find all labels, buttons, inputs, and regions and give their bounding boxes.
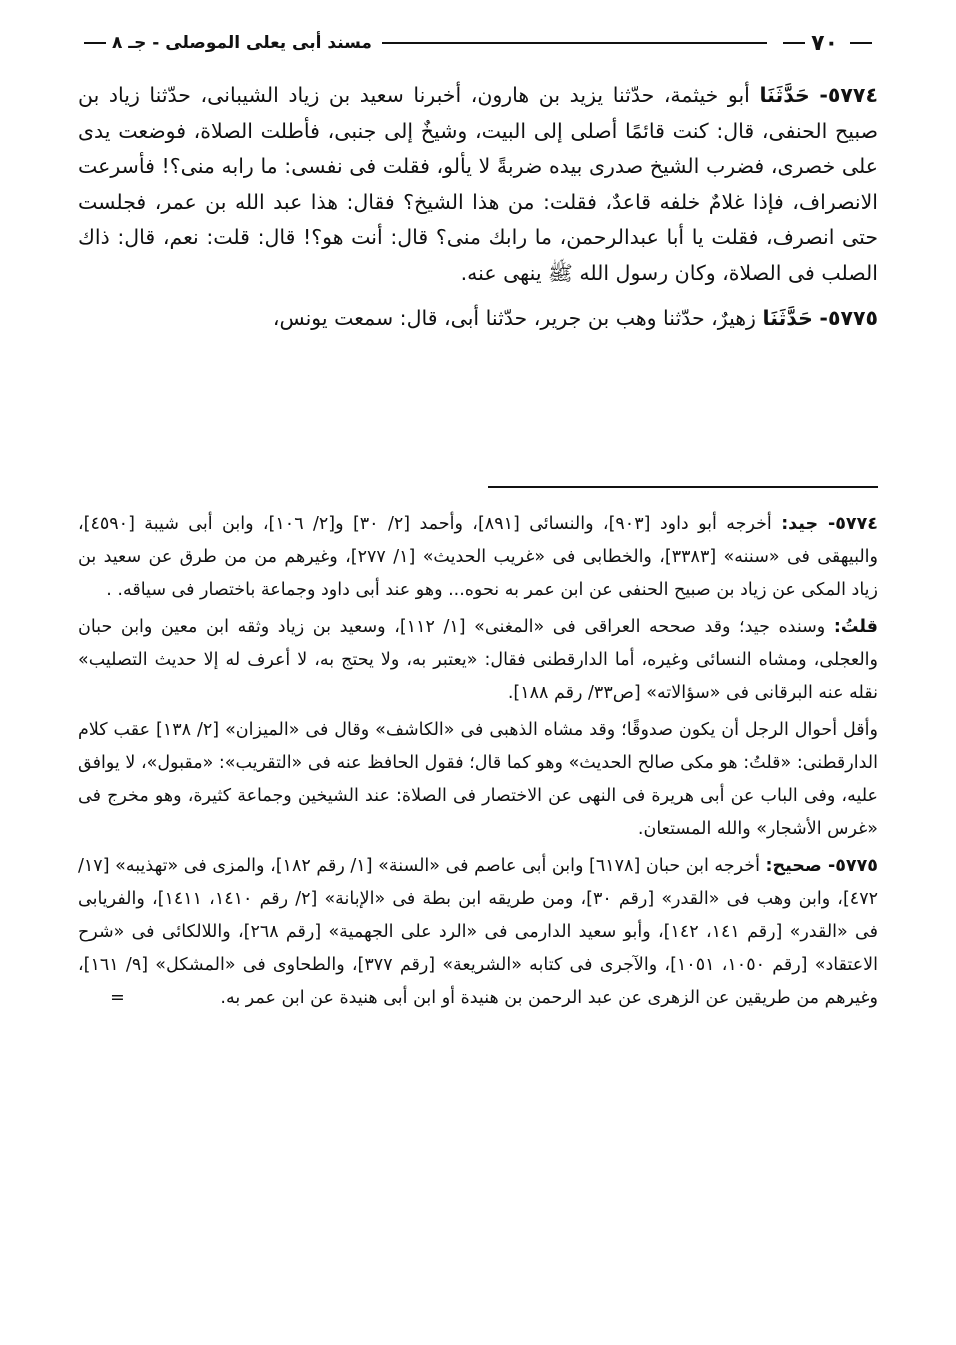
- note-line: «الرد على الجهمية» [رقم ٢٦٨]، واللالكائى فى «شرح الاعتقاد» [رقم ١٠٥٠، ١٠٥١]،: [78, 922, 878, 975]
- note-line: أخرجه أبو داود [٩٠٣]، والنسائى [٨٩١]، وأحمد [٢/ ٣٠] و[٢/ ١٠٦]، وابن: [222, 514, 772, 534]
- note-qult: [78, 611, 878, 710]
- note-line: معين وابن حبان والعجلى، ومشاه النسائى وغيره، أما الدارقطنى فقال: «يعتبر به، ولا يحتج: [78, 617, 878, 670]
- text-line: فأطلت الصلاة، فوضعت يدى على خصرى، فضرب الشيخ صدرى بيده ضربةً لا يألو،: [78, 118, 878, 178]
- hadith-opener: حَدَّثَنَا: [759, 83, 810, 107]
- note-line: نحوه... وهو عند أبى داود وجماعة باختصار فى سياقه. .: [106, 580, 500, 600]
- note-paragraph: [78, 714, 878, 846]
- text-line: حدّثنا زياد بن صبيح الحنفى، قال: كنت قائمًا أصلى إلى البيت، وشيخٌ إلى جنبى،: [78, 83, 878, 143]
- hadith-5775: [78, 301, 878, 337]
- note-5775: [78, 850, 878, 1015]
- note-line: عنه فى «التقريب»: «مقبول»، لا يوافق عليه، وفى الباب عن أبى هريرة فى النهى عن الاختصار: [78, 753, 878, 806]
- note-label: ٥٧٧٤- جيد:: [781, 514, 878, 534]
- main-text: [78, 78, 878, 337]
- page-number: ٧٠: [811, 30, 838, 56]
- text-line: ما رابك منى؟ قال: أنت هو؟! قال: قلت: نعم، قال: ذاك الصلب فى الصلاة، وكان: [78, 225, 878, 285]
- header-rule: [382, 42, 767, 44]
- note-line: فى الصلاة: عند الشيخين وجماعة كثيرة، وهو مخرج فى «غرس الأشجار» والله المستعان.: [78, 786, 878, 839]
- note-line: وسنده جيد؛ وقد صححه العراقى فى «المغنى» [١/ ١١٢]، وسعيد بن زياد وثقه ابن: [205, 617, 826, 637]
- running-header: [78, 28, 878, 58]
- header-rule-left: [84, 42, 106, 44]
- note-5774: [78, 508, 878, 607]
- note-line: أخرجه ابن حبان [٦١٧٨] وابن أبى عاصم فى «السنة» [١/ رقم ١٨٢]، والمزى: [212, 856, 760, 876]
- text-line: فقلت فى نفسى: ما رابه منى؟! فأسرعت الانصراف، فإذا غلامٌ خلفه قاعدٌ، فقلت: من: [78, 154, 878, 214]
- note-line: [٢/ ١٣٨] عقب كلام الدارقطنى: «قلتُ: هو مكى صالح الحديث» وهو كما قال؛ فقول الحافظ: [78, 720, 878, 773]
- note-line: أبى شيبة [٤٥٩٠]، والبيهقى فى «سننه» [٣٣٨٣]، والخطابى فى «غريب الحديث» [١/ ٢٧٧]،: [78, 514, 878, 567]
- note-line: به، لا أعرف له إلا حديث التصليب» نقله عنه البرقانى فى «سؤالاته» [ص٣٣/ رقم ١٨٨].: [78, 650, 878, 703]
- footnote-divider: [488, 486, 878, 488]
- header-dash: [783, 42, 805, 44]
- text-line: زهيرٌ، حدّثنا وهب بن جرير، حدّثنا أبى، قال: سمعت يونس،: [272, 306, 756, 330]
- hadith-5774: [78, 78, 878, 291]
- note-line: [٢/ رقم ١٤١٠، ١٤١١]، والفريابى فى «القدر» [رقم ١٤١، ١٤٢]، وأبو سعيد الدارمى فى: [78, 889, 878, 942]
- note-line: فى «تهذيبه» [١٧/ ٤٧٢]، وابن وهب فى «القدر» [رقم ٣٠]، ومن طريقه ابن بطة فى «الإبانة»: [78, 856, 878, 909]
- book-title: مسند أبى يعلى الموصلى - جـ ٨: [112, 33, 372, 53]
- hadith-number: ٥٧٧٥-: [819, 306, 878, 330]
- note-line: والآجرى فى كتابه «الشريعة» [رقم ٣٧٧]، والطحاوى فى «المشكل» [٩/ ١٦١]، وغيرهم من: [78, 955, 878, 1008]
- footnotes: [78, 508, 878, 1015]
- hadith-number: ٥٧٧٤-: [819, 83, 878, 107]
- text-line: هذا الشيخ؟ فقال: هذا عبد الله بن عمر، فجلست حتى انصرف، فقلت يا أبا عبدالرحمن،: [78, 189, 878, 249]
- continuation-mark: =: [110, 988, 125, 1008]
- note-line: طريقين عن الزهرى عن عبد الرحمن بن هنيدة أو ابن أبى هنيدة عن ابن عمر به.: [220, 988, 791, 1008]
- note-line: وأقل أحوال الرجل أن يكون صدوقًا؛ وقد مشاه الذهبى فى «الكاشف» وقال فى «الميزان»: [225, 720, 878, 740]
- note-label: ٥٧٧٥- صحيح:: [765, 856, 878, 876]
- hadith-opener: حَدَّثَنَا: [762, 306, 813, 330]
- text-line: رسول الله ﷺ ينهى عنه.: [460, 260, 669, 285]
- text-line: أبو خيثمة، حدّثنا يزيد بن هارون، أخبرنا سعيد بن زياد الشيبانى،: [200, 83, 750, 107]
- header-rule-right: [850, 42, 872, 44]
- note-line: وغيرهم من من طرق عن سعيد بن زياد المكى عن زياد بن صبيح الحنفى عن ابن عمر به: [78, 547, 878, 600]
- note-label: قلتُ:: [833, 617, 878, 637]
